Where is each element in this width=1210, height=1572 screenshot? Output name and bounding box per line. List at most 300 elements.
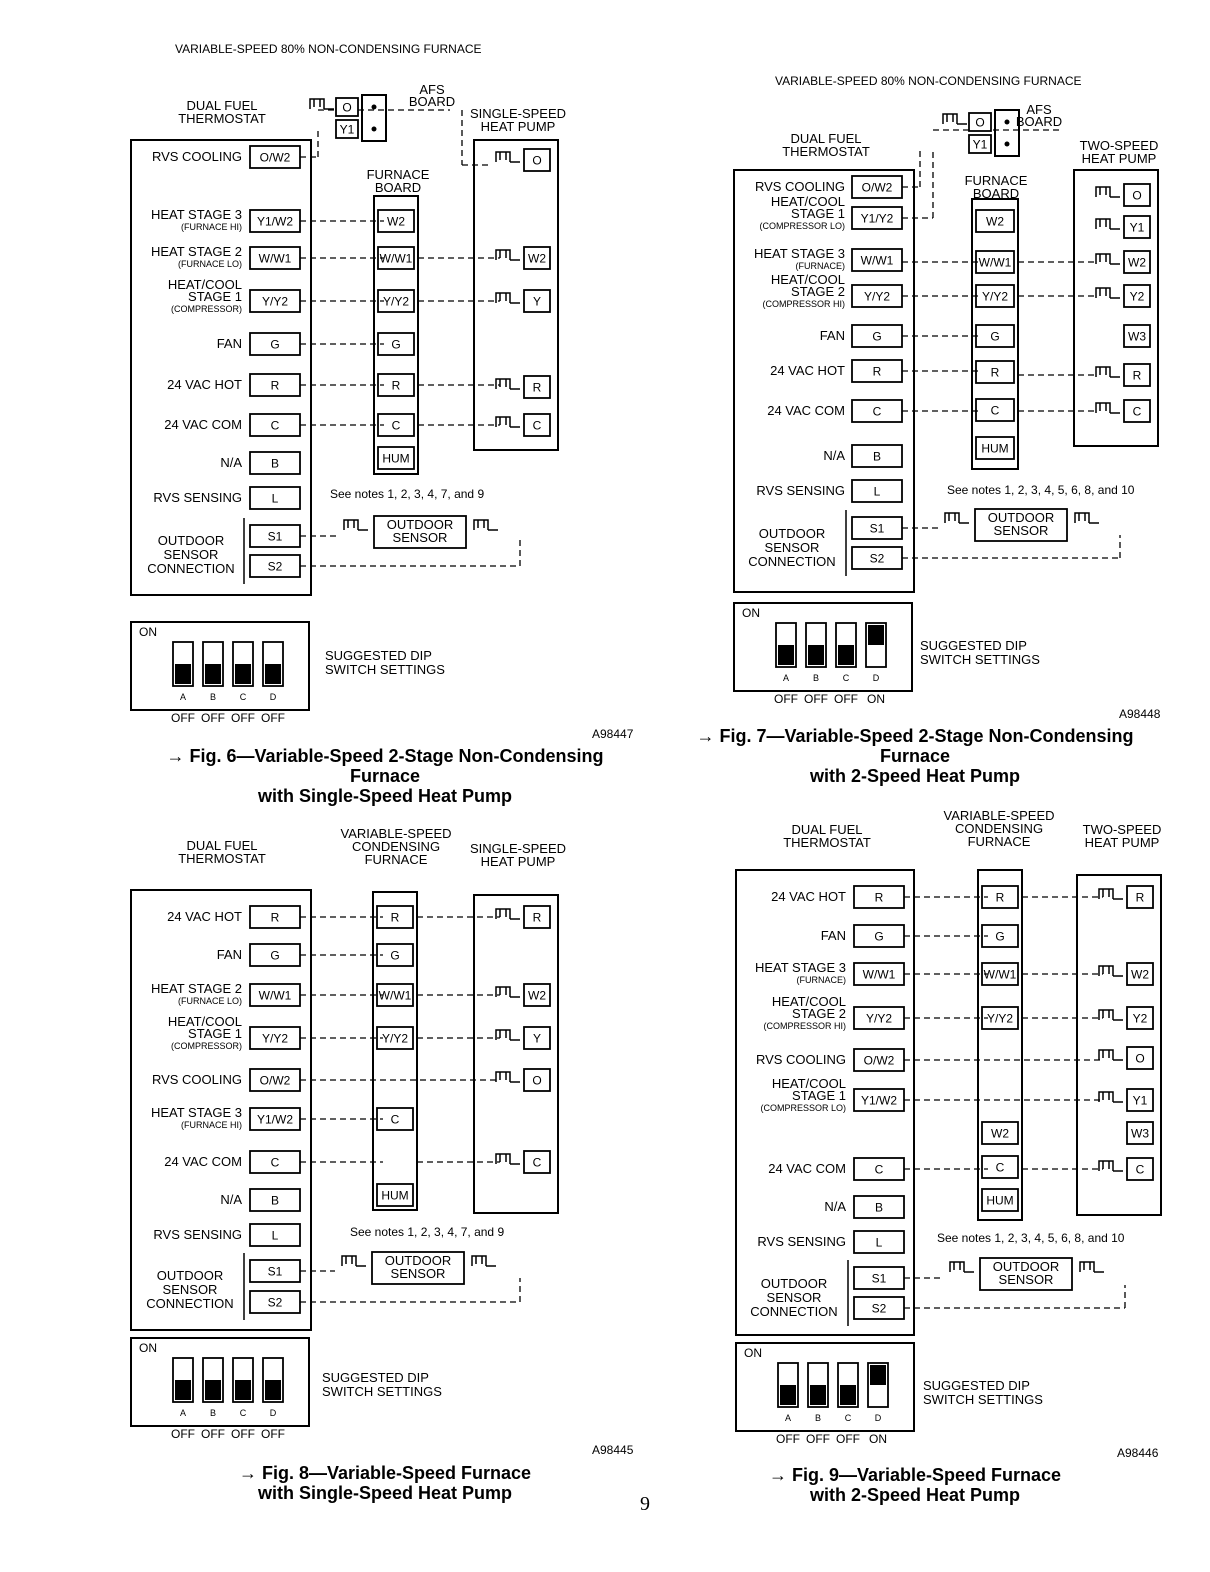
outdoor-connection-label: SENSOR	[766, 1290, 822, 1305]
thermostat-row-sublabel: (COMPRESSOR)	[170, 1041, 242, 1051]
notes-text: See notes 1, 2, 3, 4, 5, 6, 8, and 10	[937, 1231, 1125, 1245]
figure-6-caption	[120, 746, 650, 806]
thermostat-row-label: RVS SENSING	[153, 490, 242, 505]
dip-switch-letter: C	[844, 1413, 852, 1423]
thermostat-row-sublabel: (COMPRESSOR HI)	[762, 299, 845, 309]
dip-switch-toggle	[205, 664, 221, 684]
dip-switch-letter: B	[812, 673, 820, 683]
afs-dot	[372, 127, 377, 132]
dip-switch-toggle	[175, 1380, 191, 1400]
thermostat-row-label: 24 VAC HOT	[770, 363, 845, 378]
dip-switch-toggle	[838, 645, 854, 665]
afs-dot	[1005, 142, 1010, 147]
thermostat-terminal-label: G	[874, 929, 884, 944]
heat-pump-title: SINGLE-SPEED	[469, 106, 567, 121]
dip-switch-state: OFF	[834, 692, 858, 706]
dip-switch-letter: B	[209, 1408, 217, 1418]
connector-symbol	[943, 114, 967, 124]
dip-switch-state: OFF	[261, 711, 285, 725]
furnace-terminal-label: C	[995, 1160, 1005, 1175]
dip-switch-letter: D	[269, 1408, 277, 1418]
afs-board-title: BOARD	[1015, 114, 1063, 129]
dip-switch-toggle	[780, 1385, 796, 1405]
thermostat-terminal-label: C	[270, 1155, 280, 1170]
thermostat-row-label: STAGE 1	[791, 206, 845, 221]
dip-switch-state: OFF	[201, 1427, 225, 1441]
furnace-terminal-label: R	[995, 890, 1005, 905]
thermostat-row-sublabel: (COMPRESSOR HI)	[763, 1021, 846, 1031]
figure-9-caption	[730, 1465, 1100, 1505]
thermostat-terminal-label: R	[872, 364, 882, 379]
furnace-terminal-label: C	[390, 1112, 400, 1127]
thermostat-terminal-label: Y1/Y2	[860, 211, 894, 226]
thermostat-terminal-label: W/W1	[860, 253, 894, 268]
dip-settings-title: SUGGESTED DIP	[923, 1378, 1030, 1393]
thermostat-row-label: 24 VAC COM	[767, 403, 845, 418]
furnace-terminal-label: HUM	[381, 1188, 409, 1203]
thermostat-row-label: HEAT/COOL	[771, 994, 846, 1009]
caption-line: Furnace	[349, 766, 421, 786]
furnace-terminal-label: Y/Y2	[986, 1011, 1014, 1026]
caption-line: with Single-Speed Heat Pump	[257, 786, 513, 806]
figure-code: A98446	[1117, 1446, 1159, 1460]
notes-text: See notes 1, 2, 3, 4, 5, 6, 8, and 10	[947, 483, 1135, 497]
furnace-title: CONDENSING	[351, 839, 441, 854]
thermostat-title: DUAL FUEL	[791, 822, 863, 837]
thermostat-row-sublabel: (FURNACE HI)	[181, 222, 242, 232]
outdoor-connection-label: CONNECTION	[147, 561, 235, 576]
furnace-terminal-label: G	[990, 329, 1000, 344]
heat-pump-terminal-label: W3	[1128, 329, 1146, 344]
thermostat-terminal-label: L	[271, 491, 279, 506]
outdoor-sensor-label: SENSOR	[998, 1272, 1054, 1287]
thermostat-terminal-label: B	[270, 1193, 280, 1208]
dip-on-label: ON	[744, 1346, 762, 1360]
caption-line: → Fig. 8—Variable-Speed Furnace	[238, 1463, 532, 1483]
thermostat-row-label: HEAT STAGE 3	[753, 246, 845, 261]
furnace-terminal-label: R	[391, 378, 401, 393]
furnace-terminal-label: G	[995, 929, 1005, 944]
connector-symbol	[1099, 1050, 1123, 1060]
dip-settings-title: SUGGESTED DIP	[920, 638, 1027, 653]
thermostat-row-label: STAGE 1	[188, 1026, 242, 1041]
outdoor-terminal-label: S1	[267, 529, 283, 544]
heat-pump-title: HEAT PUMP	[480, 854, 556, 869]
furnace-board	[373, 892, 417, 1210]
furnace-terminal-label: HUM	[986, 1193, 1014, 1208]
connector-symbol	[945, 513, 969, 523]
heat-pump-terminal-label: Y2	[1132, 1011, 1148, 1026]
furnace-terminal-label: C	[990, 403, 1000, 418]
thermostat-terminal-label: G	[872, 329, 882, 344]
figure-code: A98445	[592, 1443, 634, 1457]
heat-pump-terminal-label: R	[1135, 890, 1145, 905]
dip-switch-state: OFF	[231, 711, 255, 725]
thermostat-row-label: HEAT/COOL	[167, 1014, 242, 1029]
dip-switch-toggle	[808, 645, 824, 665]
outdoor-connection-label: OUTDOOR	[157, 533, 225, 548]
caption-line: Furnace	[879, 746, 951, 766]
thermostat-row-label: RVS COOLING	[755, 1052, 846, 1067]
connector-symbol	[1096, 288, 1120, 298]
heat-pump-terminal-label: R	[1132, 368, 1142, 383]
thermostat-title: THERMOSTAT	[178, 851, 266, 866]
dip-switch-toggle	[265, 664, 281, 684]
furnace-terminal-label: HUM	[382, 451, 410, 466]
dip-switch-state: OFF	[261, 1427, 285, 1441]
dip-switch-letter: D	[874, 1413, 882, 1423]
thermostat-terminal-label: Y/Y2	[865, 1011, 893, 1026]
dip-switch-toggle	[235, 664, 251, 684]
thermostat-terminal-label: G	[270, 337, 280, 352]
outdoor-connection-label: CONNECTION	[748, 554, 836, 569]
outdoor-terminal-label: S2	[267, 559, 283, 574]
thermostat-row-label: FAN	[819, 328, 845, 343]
connector-symbol	[1099, 1092, 1123, 1102]
thermostat-terminal-label: C	[872, 404, 882, 419]
thermostat-title: THERMOSTAT	[782, 144, 870, 159]
heat-pump-terminal-label: Y	[532, 294, 542, 309]
furnace-terminal-label: R	[990, 365, 1000, 380]
thermostat-terminal-label: L	[271, 1228, 279, 1243]
afs-terminal-label: Y1	[972, 137, 988, 152]
furnace-title: VARIABLE-SPEED	[340, 826, 452, 841]
thermostat-row-label: HEAT/COOL	[770, 272, 845, 287]
thermostat-terminal-label: R	[874, 890, 884, 905]
dip-switch-state: OFF	[836, 1432, 860, 1446]
dip-switch-state: OFF	[774, 692, 798, 706]
thermostat-title: THERMOSTAT	[178, 111, 266, 126]
dip-switch-letter: C	[239, 1408, 247, 1418]
thermostat-row-label: RVS SENSING	[757, 1234, 846, 1249]
connector-symbol	[472, 1256, 496, 1266]
thermostat-row-label: RVS COOLING	[754, 179, 845, 194]
furnace-terminal-label: W/W1	[983, 967, 1017, 982]
heat-pump-terminal-label: R	[532, 380, 542, 395]
dip-switch-state: OFF	[201, 711, 225, 725]
thermostat-row-label: 24 VAC HOT	[167, 377, 242, 392]
thermostat-terminal-label: G	[270, 948, 280, 963]
thermostat-row-label: HEAT/COOL	[167, 277, 242, 292]
thermostat-row-sublabel: (COMPRESSOR)	[170, 304, 242, 314]
furnace-terminal-label: W/W1	[378, 988, 412, 1003]
thermostat-row-label: STAGE 2	[791, 284, 845, 299]
afs-dot	[1005, 120, 1010, 125]
heat-pump-title: SINGLE-SPEED	[469, 841, 567, 856]
caption-line: → Fig. 9—Variable-Speed Furnace	[768, 1465, 1062, 1485]
furnace-title: FURNACE	[366, 167, 430, 182]
figure-8-caption	[200, 1463, 570, 1503]
dip-switch-letter: A	[782, 673, 790, 683]
connector-symbol	[496, 379, 520, 389]
furnace-terminal-label: HUM	[981, 441, 1009, 456]
heat-pump-terminal-label: W2	[528, 251, 546, 266]
connector-symbol	[1080, 1262, 1104, 1272]
furnace-terminal-label: G	[391, 337, 401, 352]
thermostat-terminal-label: Y/Y2	[261, 294, 289, 309]
outdoor-sensor-label: SENSOR	[993, 523, 1049, 538]
thermostat-terminal-label: O/W2	[259, 1073, 291, 1088]
thermostat-row-sublabel: (COMPRESSOR LO)	[759, 221, 845, 231]
thermostat-row-label: N/A	[824, 1199, 846, 1214]
thermostat-row-sublabel: (FURNACE)	[795, 261, 845, 271]
furnace-terminal-label: R	[390, 910, 400, 925]
dip-switch-toggle	[205, 1380, 221, 1400]
furnace-terminal-label: W2	[986, 214, 1004, 229]
dip-switch-letter: C	[239, 692, 247, 702]
heat-pump-terminal-label: C	[532, 1155, 542, 1170]
dip-settings-title: SUGGESTED DIP	[325, 648, 432, 663]
thermostat-terminal-label: R	[270, 378, 280, 393]
connector-symbol	[496, 152, 520, 162]
afs-terminal-label: O	[342, 100, 352, 115]
thermostat-terminal-label: W/W1	[258, 251, 292, 266]
figure-7-caption	[660, 726, 1170, 786]
figure-9-wiring-diagram	[605, 790, 1210, 1510]
dip-switch-letter: C	[842, 673, 850, 683]
afs-board-title: AFS	[1026, 102, 1052, 117]
heat-pump-terminal-label: C	[1132, 404, 1142, 419]
outdoor-connection-label: SENSOR	[764, 540, 820, 555]
furnace-terminal-label: W2	[387, 214, 405, 229]
thermostat-terminal-label: L	[875, 1235, 883, 1250]
thermostat-row-label: STAGE 2	[792, 1006, 846, 1021]
notes-text: See notes 1, 2, 3, 4, 7, and 9	[330, 487, 485, 501]
connector-symbol	[1096, 367, 1120, 377]
thermostat-row-label: RVS COOLING	[151, 149, 242, 164]
furnace-terminal-label: G	[390, 948, 400, 963]
dip-settings-title: SUGGESTED DIP	[322, 1370, 429, 1385]
dip-on-label: ON	[742, 606, 760, 620]
thermostat-terminal-label: Y/Y2	[261, 1031, 289, 1046]
heat-pump-terminal-label: C	[1135, 1162, 1145, 1177]
dip-switch-toggle	[868, 625, 884, 645]
thermostat-terminal-label: O/W2	[861, 180, 893, 195]
heat-pump-terminal-label: O	[1132, 188, 1142, 203]
heat-pump-terminal-label: W2	[1131, 967, 1149, 982]
dip-switch-toggle	[175, 664, 191, 684]
heat-pump-terminal-label: Y	[532, 1031, 542, 1046]
heat-pump-terminal-label: C	[532, 418, 542, 433]
thermostat-row-label: 24 VAC COM	[164, 1154, 242, 1169]
thermostat-row-label: RVS COOLING	[151, 1072, 242, 1087]
outdoor-terminal-label: S2	[871, 1301, 887, 1316]
diagram-title: VARIABLE-SPEED 80% NON-CONDENSING FURNACE	[175, 42, 482, 56]
figure-code: A98447	[592, 727, 634, 741]
caption-line: → Fig. 6—Variable-Speed 2-Stage Non-Condensing	[166, 746, 604, 766]
thermostat-row-label: FAN	[820, 928, 846, 943]
connector-symbol	[1096, 403, 1120, 413]
dip-switch-letter: D	[872, 673, 880, 683]
thermostat-terminal-label: Y1/W2	[256, 214, 294, 229]
notes-text: See notes 1, 2, 3, 4, 7, and 9	[350, 1225, 505, 1239]
thermostat-row-label: HEAT/COOL	[770, 194, 845, 209]
dip-switch-letter: A	[179, 692, 187, 702]
thermostat-terminal-label: Y1/W2	[256, 1112, 294, 1127]
furnace-title: FURNACE	[967, 834, 1031, 849]
dip-switch-state: ON	[867, 692, 885, 706]
thermostat-row-label: HEAT STAGE 3	[150, 1105, 242, 1120]
thermostat-terminal-label: C	[874, 1162, 884, 1177]
thermostat-row-label: FAN	[216, 336, 242, 351]
connector-symbol	[310, 99, 334, 109]
heat-pump-terminal-label: Y1	[1132, 1093, 1148, 1108]
furnace-title: VARIABLE-SPEED	[943, 808, 1055, 823]
figure-7-wiring-diagram	[605, 0, 1210, 800]
outdoor-terminal-label: S1	[267, 1264, 283, 1279]
outdoor-connection-label: CONNECTION	[146, 1296, 234, 1311]
thermostat-row-label: FAN	[216, 947, 242, 962]
dip-switch-toggle	[265, 1380, 281, 1400]
afs-terminal-label: Y1	[339, 122, 355, 137]
heat-pump-terminal-label: W2	[1128, 255, 1146, 270]
afs-dot	[372, 105, 377, 110]
diagram-title: VARIABLE-SPEED 80% NON-CONDENSING FURNACE	[775, 74, 1082, 88]
thermostat-row-label: 24 VAC HOT	[167, 909, 242, 924]
thermostat-terminal-label: C	[270, 418, 280, 433]
dip-switch-state: OFF	[804, 692, 828, 706]
thermostat-row-label: STAGE 1	[188, 289, 242, 304]
furnace-terminal-label: Y/Y2	[981, 289, 1009, 304]
heat-pump-title: TWO-SPEED	[1082, 822, 1162, 837]
thermostat-terminal-label: L	[873, 484, 881, 499]
thermostat-terminal-label: O/W2	[259, 150, 291, 165]
thermostat-row-label: 24 VAC HOT	[771, 889, 846, 904]
furnace-title: FURNACE	[964, 173, 1028, 188]
thermostat-terminal-label: B	[872, 449, 882, 464]
dip-settings-title: SWITCH SETTINGS	[920, 652, 1040, 667]
thermostat-row-sublabel: (FURNACE HI)	[181, 1120, 242, 1130]
outdoor-sensor-label: OUTDOOR	[386, 517, 454, 532]
dip-switch-state: OFF	[171, 1427, 195, 1441]
outdoor-connection-label: SENSOR	[163, 547, 219, 562]
outdoor-sensor-label: OUTDOOR	[384, 1253, 452, 1268]
connector-symbol	[1096, 187, 1120, 197]
dip-switch-toggle	[840, 1385, 856, 1405]
outdoor-sensor-label: OUTDOOR	[987, 510, 1055, 525]
figure-8-wiring-diagram	[0, 790, 660, 1510]
afs-terminal-label: O	[975, 115, 985, 130]
heat-pump-terminal-label: W2	[528, 988, 546, 1003]
dip-switch-toggle	[778, 645, 794, 665]
afs-board-title: BOARD	[408, 94, 456, 109]
outdoor-terminal-label: S2	[869, 551, 885, 566]
thermostat-row-label: N/A	[220, 1192, 242, 1207]
furnace-title: FURNACE	[364, 852, 428, 867]
outdoor-sensor-label: SENSOR	[392, 530, 448, 545]
thermostat-row-label: HEAT STAGE 2	[150, 981, 242, 996]
caption-line: → Fig. 7—Variable-Speed 2-Stage Non-Condensing	[696, 726, 1134, 746]
thermostat-title: THERMOSTAT	[783, 835, 871, 850]
dip-switch-toggle	[870, 1365, 886, 1385]
dip-switch-state: OFF	[171, 711, 195, 725]
connector-symbol	[496, 1072, 520, 1082]
outdoor-connection-label: OUTDOOR	[156, 1268, 224, 1283]
dip-switch-letter: D	[269, 692, 277, 702]
furnace-title: BOARD	[972, 186, 1020, 201]
furnace-terminal-label: Y/Y2	[382, 294, 410, 309]
furnace-title: BOARD	[374, 180, 422, 195]
dip-settings-title: SWITCH SETTINGS	[923, 1392, 1043, 1407]
outdoor-terminal-label: S1	[869, 521, 885, 536]
connector-symbol	[474, 520, 498, 530]
outdoor-connection-label: OUTDOOR	[758, 526, 826, 541]
thermostat-title: DUAL FUEL	[186, 838, 258, 853]
dip-switch-letter: A	[784, 1413, 792, 1423]
furnace-title: CONDENSING	[954, 821, 1044, 836]
dip-switch-toggle	[810, 1385, 826, 1405]
thermostat-row-sublabel: (FURNACE)	[796, 975, 846, 985]
dip-switch-letter: A	[179, 1408, 187, 1418]
connector-symbol	[1096, 219, 1120, 229]
dip-on-label: ON	[139, 1341, 157, 1355]
furnace-terminal-label: W/W1	[978, 255, 1012, 270]
figure-code: A98448	[1119, 707, 1161, 721]
thermostat-title: DUAL FUEL	[186, 98, 258, 113]
outdoor-terminal-label: S2	[267, 1295, 283, 1310]
connector-symbol	[342, 1256, 366, 1266]
thermostat-row-label: HEAT STAGE 3	[150, 207, 242, 222]
thermostat-row-label: N/A	[220, 455, 242, 470]
thermostat-terminal-label: W/W1	[862, 967, 896, 982]
thermostat-row-label: HEAT STAGE 3	[754, 960, 846, 975]
thermostat-row-sublabel: (FURNACE LO)	[177, 259, 242, 269]
dip-settings-title: SWITCH SETTINGS	[325, 662, 445, 677]
dip-switch-state: ON	[869, 1432, 887, 1446]
caption-line: with Single-Speed Heat Pump	[257, 1483, 513, 1503]
outdoor-sensor-label: OUTDOOR	[992, 1259, 1060, 1274]
dip-switch-letter: B	[209, 692, 217, 702]
heat-pump-title: HEAT PUMP	[480, 119, 556, 134]
furnace-terminal-label: C	[391, 418, 401, 433]
thermostat-row-label: HEAT/COOL	[771, 1076, 846, 1091]
heat-pump-terminal-label: W3	[1131, 1126, 1149, 1141]
connector-symbol	[1096, 254, 1120, 264]
connector-symbol	[1075, 513, 1099, 523]
furnace-terminal-label: Y/Y2	[381, 1031, 409, 1046]
heat-pump-title: HEAT PUMP	[1081, 151, 1157, 166]
heat-pump-terminal-label: O	[532, 1073, 542, 1088]
furnace-terminal-label: W2	[991, 1126, 1009, 1141]
dip-switch-state: OFF	[231, 1427, 255, 1441]
afs-board	[362, 95, 386, 141]
furnace-terminal-label: W/W1	[379, 251, 413, 266]
heat-pump-terminal-label: O	[532, 153, 542, 168]
thermostat-row-label: 24 VAC COM	[768, 1161, 846, 1176]
outdoor-terminal-label: S1	[871, 1271, 887, 1286]
connector-symbol	[950, 1262, 974, 1272]
thermostat-terminal-label: B	[270, 456, 280, 471]
heat-pump-title: HEAT PUMP	[1084, 835, 1160, 850]
figure-6-wiring-diagram	[0, 0, 660, 810]
connector-symbol	[344, 520, 368, 530]
outdoor-connection-label: OUTDOOR	[760, 1276, 828, 1291]
heat-pump-title: TWO-SPEED	[1079, 138, 1159, 153]
thermostat-terminal-label: B	[874, 1200, 884, 1215]
thermostat-terminal-label: Y/Y2	[863, 289, 891, 304]
afs-board-title: AFS	[419, 82, 445, 97]
thermostat-terminal-label: R	[270, 910, 280, 925]
caption-line: with 2-Speed Heat Pump	[809, 766, 1021, 786]
dip-on-label: ON	[139, 625, 157, 639]
thermostat-row-label: N/A	[823, 448, 845, 463]
caption-line: with 2-Speed Heat Pump	[809, 1485, 1021, 1505]
thermostat-terminal-label: W/W1	[258, 988, 292, 1003]
thermostat-row-label: 24 VAC COM	[164, 417, 242, 432]
heat-pump-terminal-label: R	[532, 910, 542, 925]
thermostat-row-label: HEAT STAGE 2	[150, 244, 242, 259]
heat-pump-terminal-label: O	[1135, 1051, 1145, 1066]
